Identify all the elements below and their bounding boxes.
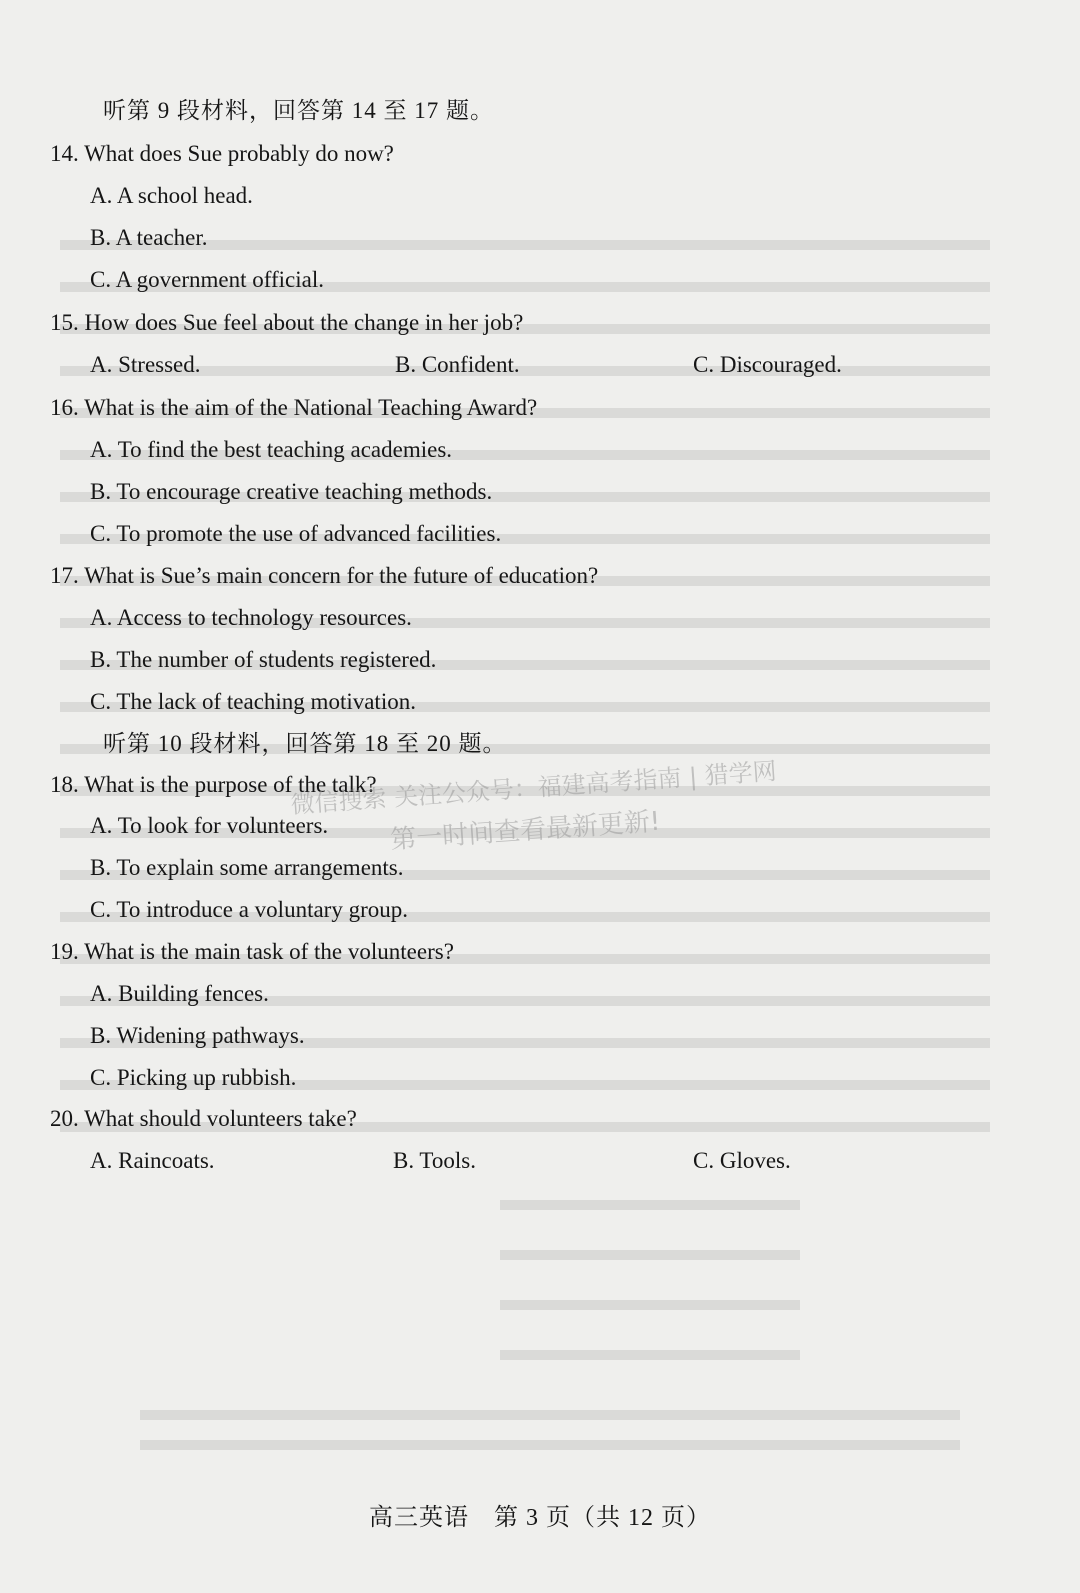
option: B. To encourage creative teaching methods. — [90, 479, 493, 504]
option: C. A government official. — [90, 267, 325, 292]
option: C. To introduce a voluntary group. — [90, 897, 408, 922]
question-text: What is the purpose of the talk? — [84, 772, 377, 797]
question-text: What is the main task of the volunteers? — [84, 939, 454, 964]
question-text: What is the aim of the National Teaching Award? — [84, 395, 538, 420]
section-intro: 听第 10 段材料，回答第 18 至 20 题。 — [103, 731, 507, 756]
option: C. Gloves. — [693, 1148, 791, 1173]
option: A. To find the best teaching academies. — [90, 437, 453, 462]
question-17 — [50, 561, 598, 591]
page-footer: 高三英语 第 3 页（共 12 页） — [369, 1505, 711, 1531]
watermark-line-2: 第一时间查看最新更新! — [389, 806, 662, 856]
question-text: What is Sue’s main concern for the future of education? — [84, 563, 599, 588]
option: A. Stressed. — [90, 352, 201, 377]
option: A. A school head. — [90, 183, 253, 208]
option: B. To explain some arrangements. — [90, 855, 404, 880]
option: B. The number of students registered. — [90, 647, 437, 672]
option: B. Confident. — [395, 352, 520, 377]
question-number: 14. — [50, 141, 79, 166]
question-text: What should volunteers take? — [84, 1106, 357, 1131]
option: A. Access to technology resources. — [90, 605, 412, 630]
question-number: 17. — [50, 563, 79, 588]
option: C. The lack of teaching motivation. — [90, 689, 416, 714]
question-text: What does Sue probably do now? — [84, 141, 394, 166]
option: C. Picking up rubbish. — [90, 1065, 297, 1090]
option: B. Widening pathways. — [90, 1023, 305, 1048]
option: A. Building fences. — [90, 981, 269, 1006]
option: A. Raincoats. — [90, 1148, 215, 1173]
option: A. To look for volunteers. — [90, 813, 329, 838]
question-20 — [50, 1104, 357, 1134]
option: B. Tools. — [393, 1148, 476, 1173]
question-14 — [50, 139, 394, 169]
section-intro: 听第 9 段材料，回答第 14 至 17 题。 — [103, 98, 494, 123]
question-number: 20. — [50, 1106, 79, 1131]
question-number: 19. — [50, 939, 79, 964]
question-number: 16. — [50, 395, 79, 420]
question-15 — [50, 308, 523, 338]
option: B. A teacher. — [90, 225, 208, 250]
question-text: How does Sue feel about the change in her job? — [84, 310, 524, 335]
question-16 — [50, 393, 537, 423]
question-number: 18. — [50, 772, 79, 797]
question-number: 15. — [50, 310, 79, 335]
question-19 — [50, 937, 454, 967]
option: C. Discouraged. — [693, 352, 842, 377]
watermark-line-1: 微信搜索 关注公众号：福建高考指南 | 猎学网 — [289, 757, 778, 819]
option: C. To promote the use of advanced facilities. — [90, 521, 502, 546]
